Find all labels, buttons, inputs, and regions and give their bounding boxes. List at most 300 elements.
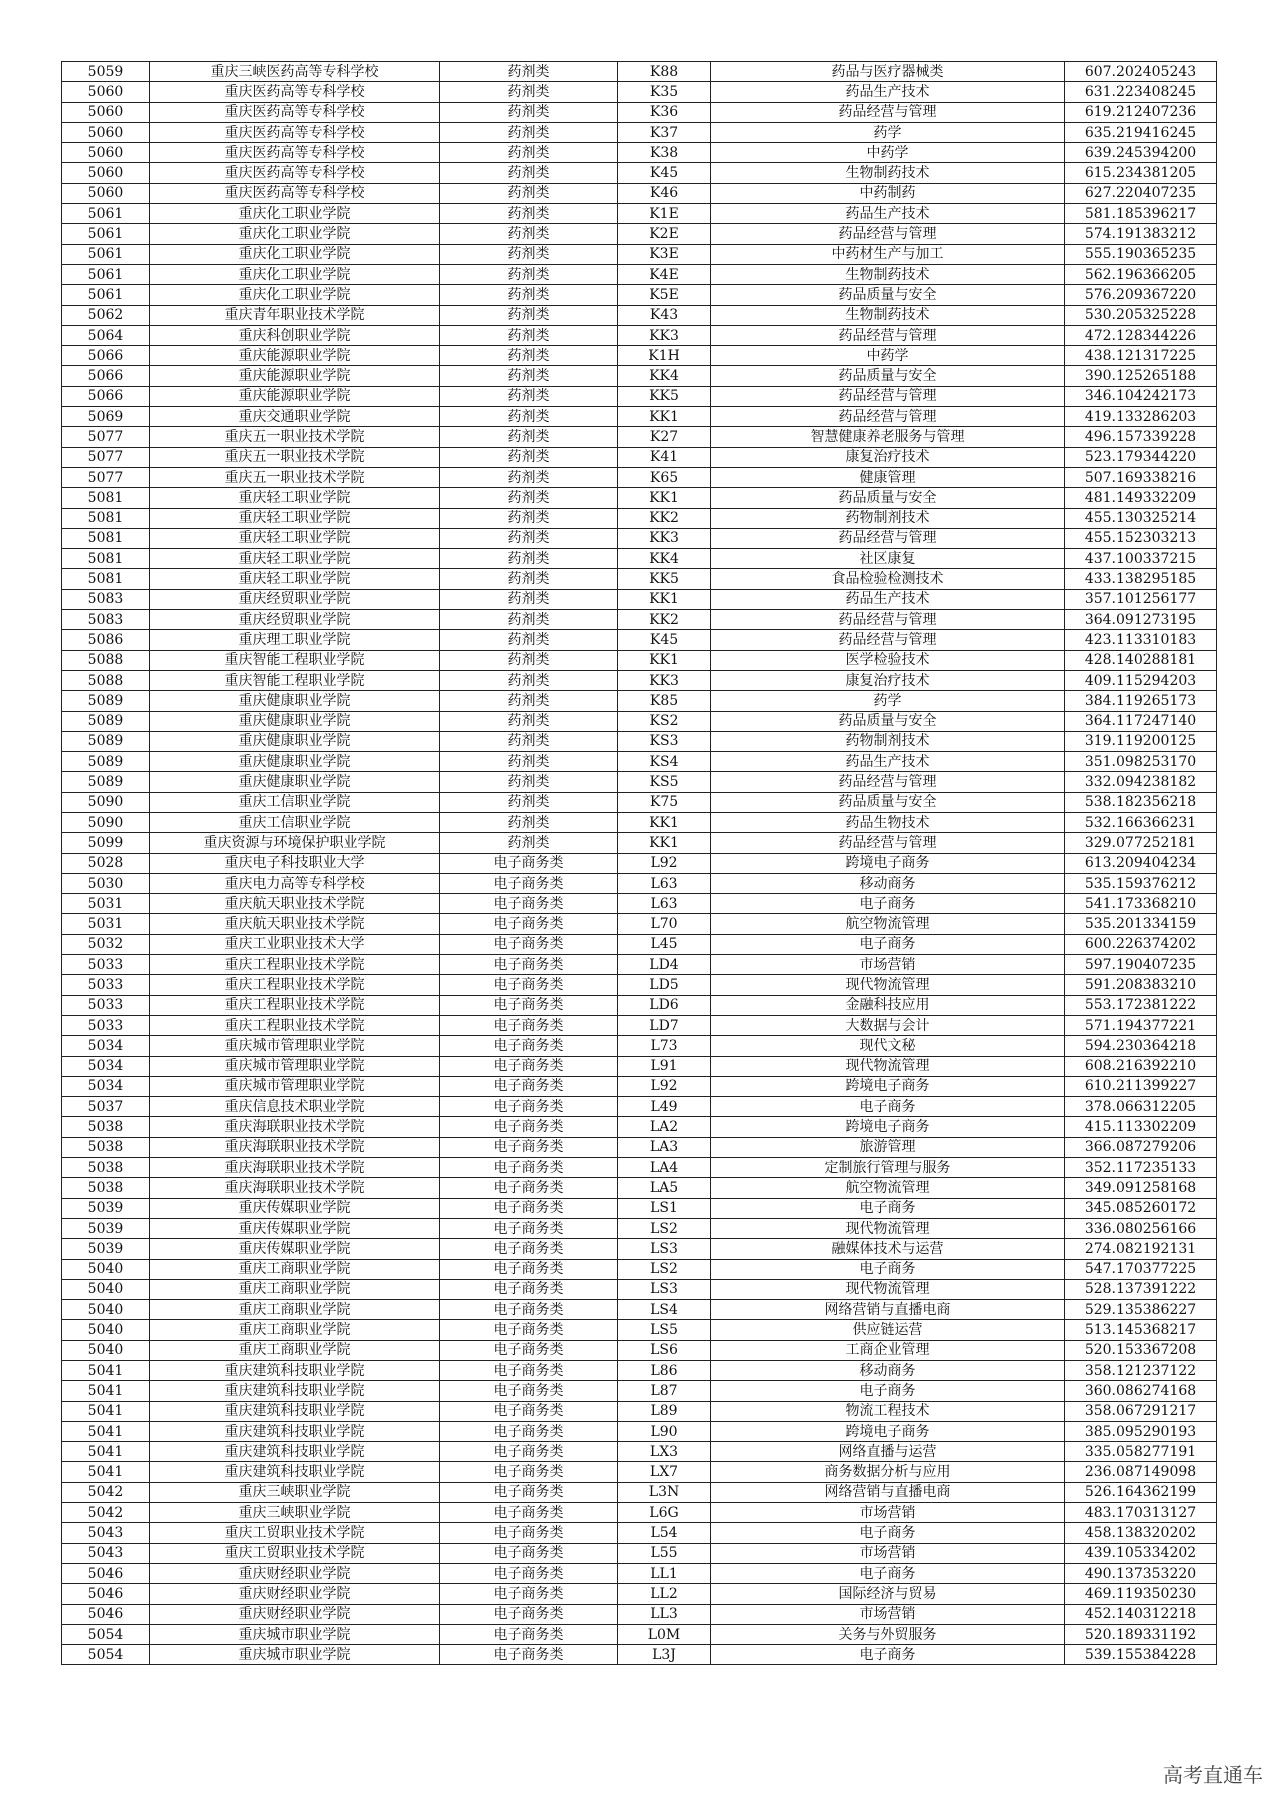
score-cell: 576.209367220 [1065,285,1217,305]
table-row [62,244,1217,264]
school-code-cell: 5034 [62,1076,150,1096]
table-row [62,752,1217,772]
category-cell: 电子商务类 [440,1340,618,1360]
school-code-cell: 5040 [62,1300,150,1320]
major-code-cell: KK1 [618,407,711,427]
major-code-cell: KK1 [618,488,711,508]
major-code-cell: LD6 [618,995,711,1015]
school-name-cell: 重庆五一职业技术学院 [150,447,440,467]
major-code-cell: K36 [618,102,711,122]
school-code-cell: 5060 [62,102,150,122]
table-row [62,102,1217,122]
major-code-cell: LD7 [618,1015,711,1035]
table-row [62,1645,1217,1665]
score-cell: 594.230364218 [1065,1036,1217,1056]
school-code-cell: 5046 [62,1584,150,1604]
score-cell: 507.169338216 [1065,467,1217,487]
school-name-cell: 重庆经贸职业学院 [150,589,440,609]
score-cell: 615.234381205 [1065,163,1217,183]
category-cell: 药剂类 [440,122,618,142]
score-cell: 458.138320202 [1065,1523,1217,1543]
major-code-cell: KK5 [618,569,711,589]
score-cell: 539.155384228 [1065,1645,1217,1665]
major-name-cell: 药品生产技术 [711,752,1065,772]
major-code-cell: K88 [618,62,711,82]
major-name-cell: 现代文秘 [711,1036,1065,1056]
table-row [62,650,1217,670]
score-cell: 319.119200125 [1065,731,1217,751]
school-code-cell: 5083 [62,610,150,630]
table-row [62,1503,1217,1523]
table-row [62,934,1217,954]
school-name-cell: 重庆航天职业技术学院 [150,914,440,934]
category-cell: 电子商务类 [440,1442,618,1462]
school-name-cell: 重庆工商职业学院 [150,1320,440,1340]
major-code-cell: L0M [618,1624,711,1644]
school-name-cell: 重庆电子科技职业大学 [150,853,440,873]
category-cell: 药剂类 [440,731,618,751]
table-row [62,204,1217,224]
major-name-cell: 市场营销 [711,1503,1065,1523]
school-name-cell: 重庆智能工程职业学院 [150,650,440,670]
category-cell: 电子商务类 [440,1462,618,1482]
score-cell: 535.201334159 [1065,914,1217,934]
score-cell: 384.119265173 [1065,691,1217,711]
category-cell: 药剂类 [440,467,618,487]
category-cell: 药剂类 [440,549,618,569]
school-code-cell: 5089 [62,752,150,772]
school-code-cell: 5061 [62,264,150,284]
score-cell: 455.152303213 [1065,528,1217,548]
table-row [62,610,1217,630]
major-name-cell: 电子商务 [711,1523,1065,1543]
category-cell: 药剂类 [440,650,618,670]
table-row [62,447,1217,467]
school-code-cell: 5038 [62,1158,150,1178]
school-name-cell: 重庆健康职业学院 [150,691,440,711]
category-cell: 药剂类 [440,82,618,102]
school-code-cell: 5089 [62,731,150,751]
school-code-cell: 5061 [62,204,150,224]
major-code-cell: L54 [618,1523,711,1543]
category-cell: 药剂类 [440,610,618,630]
major-code-cell: KK3 [618,528,711,548]
score-cell: 335.058277191 [1065,1442,1217,1462]
school-code-cell: 5086 [62,630,150,650]
score-cell: 574.191383212 [1065,224,1217,244]
major-name-cell: 电子商务 [711,934,1065,954]
category-cell: 电子商务类 [440,1320,618,1340]
major-code-cell: LX7 [618,1462,711,1482]
major-code-cell: L49 [618,1097,711,1117]
school-name-cell: 重庆青年职业技术学院 [150,305,440,325]
major-code-cell: K75 [618,792,711,812]
score-cell: 472.128344226 [1065,325,1217,345]
school-name-cell: 重庆建筑科技职业学院 [150,1421,440,1441]
score-cell: 423.113310183 [1065,630,1217,650]
score-cell: 438.121317225 [1065,346,1217,366]
table-row [62,1239,1217,1259]
category-cell: 电子商务类 [440,914,618,934]
score-cell: 631.223408245 [1065,82,1217,102]
school-code-cell: 5061 [62,224,150,244]
category-cell: 电子商务类 [440,955,618,975]
table-row [62,1259,1217,1279]
major-name-cell: 现代物流管理 [711,1056,1065,1076]
table-row [62,1218,1217,1238]
category-cell: 药剂类 [440,711,618,731]
school-code-cell: 5046 [62,1604,150,1624]
school-code-cell: 5040 [62,1259,150,1279]
major-name-cell: 社区康复 [711,549,1065,569]
score-cell: 538.182356218 [1065,792,1217,812]
category-cell: 药剂类 [440,589,618,609]
major-code-cell: KK4 [618,549,711,569]
table-row [62,386,1217,406]
table-row [62,1340,1217,1360]
score-cell: 520.153367208 [1065,1340,1217,1360]
school-code-cell: 5040 [62,1320,150,1340]
score-cell: 496.157339228 [1065,427,1217,447]
school-name-cell: 重庆建筑科技职业学院 [150,1401,440,1421]
major-name-cell: 电子商务 [711,1259,1065,1279]
school-name-cell: 重庆理工职业学院 [150,630,440,650]
category-cell: 电子商务类 [440,1584,618,1604]
major-code-cell: KK2 [618,610,711,630]
major-name-cell: 药品经营与管理 [711,102,1065,122]
category-cell: 电子商务类 [440,1523,618,1543]
school-name-cell: 重庆医药高等专科学校 [150,122,440,142]
school-name-cell: 重庆工信职业学院 [150,812,440,832]
score-cell: 433.138295185 [1065,569,1217,589]
major-name-cell: 药品生产技术 [711,589,1065,609]
category-cell: 药剂类 [440,264,618,284]
table-row [62,914,1217,934]
major-code-cell: L55 [618,1543,711,1563]
table-row [62,812,1217,832]
category-cell: 电子商务类 [440,1239,618,1259]
table-row [62,1300,1217,1320]
school-name-cell: 重庆城市管理职业学院 [150,1036,440,1056]
major-name-cell: 药学 [711,691,1065,711]
major-name-cell: 药学 [711,122,1065,142]
major-code-cell: K65 [618,467,711,487]
score-cell: 366.087279206 [1065,1137,1217,1157]
table-row [62,528,1217,548]
score-cell: 513.145368217 [1065,1320,1217,1340]
table-row [62,975,1217,995]
school-code-cell: 5041 [62,1361,150,1381]
table-row [62,264,1217,284]
school-code-cell: 5089 [62,691,150,711]
major-code-cell: LS2 [618,1218,711,1238]
table-row [62,366,1217,386]
school-code-cell: 5081 [62,549,150,569]
major-code-cell: K85 [618,691,711,711]
watermark: 高考直通车 [1163,1763,1263,1787]
school-code-cell: 5089 [62,711,150,731]
major-code-cell: KK1 [618,650,711,670]
school-code-cell: 5081 [62,569,150,589]
school-name-cell: 重庆轻工职业学院 [150,528,440,548]
school-name-cell: 重庆化工职业学院 [150,244,440,264]
table-row [62,995,1217,1015]
category-cell: 电子商务类 [440,1056,618,1076]
table-row [62,731,1217,751]
school-name-cell: 重庆交通职业学院 [150,407,440,427]
score-cell: 345.085260172 [1065,1198,1217,1218]
major-name-cell: 工商企业管理 [711,1340,1065,1360]
major-code-cell: KK1 [618,589,711,609]
major-code-cell: L6G [618,1503,711,1523]
category-cell: 药剂类 [440,325,618,345]
school-code-cell: 5038 [62,1117,150,1137]
major-code-cell: LD5 [618,975,711,995]
category-cell: 电子商务类 [440,1401,618,1421]
major-code-cell: L90 [618,1421,711,1441]
major-code-cell: K1H [618,346,711,366]
major-name-cell: 生物制药技术 [711,163,1065,183]
major-name-cell: 药品质量与安全 [711,792,1065,812]
major-code-cell: L92 [618,1076,711,1096]
score-cell: 555.190365235 [1065,244,1217,264]
score-cell: 481.149332209 [1065,488,1217,508]
major-code-cell: LL1 [618,1563,711,1583]
major-name-cell: 电子商务 [711,1381,1065,1401]
school-code-cell: 5088 [62,670,150,690]
major-name-cell: 药品经营与管理 [711,407,1065,427]
school-name-cell: 重庆五一职业技术学院 [150,467,440,487]
major-name-cell: 康复治疗技术 [711,670,1065,690]
school-code-cell: 5046 [62,1563,150,1583]
school-code-cell: 5060 [62,163,150,183]
school-name-cell: 重庆医药高等专科学校 [150,102,440,122]
school-code-cell: 5060 [62,122,150,142]
major-code-cell: K3E [618,244,711,264]
major-code-cell: KS2 [618,711,711,731]
school-name-cell: 重庆化工职业学院 [150,224,440,244]
category-cell: 药剂类 [440,812,618,832]
school-name-cell: 重庆资源与环境保护职业学院 [150,833,440,853]
school-name-cell: 重庆化工职业学院 [150,204,440,224]
table-row [62,955,1217,975]
major-code-cell: LS6 [618,1340,711,1360]
score-cell: 526.164362199 [1065,1482,1217,1502]
major-name-cell: 药品经营与管理 [711,772,1065,792]
school-name-cell: 重庆经贸职业学院 [150,610,440,630]
major-code-cell: LS3 [618,1279,711,1299]
table-row [62,792,1217,812]
school-code-cell: 5069 [62,407,150,427]
major-name-cell: 市场营销 [711,1604,1065,1624]
school-name-cell: 重庆工贸职业技术学院 [150,1523,440,1543]
score-cell: 455.130325214 [1065,508,1217,528]
table-row [62,1137,1217,1157]
major-name-cell: 金融科技应用 [711,995,1065,1015]
school-code-cell: 5081 [62,508,150,528]
school-name-cell: 重庆建筑科技职业学院 [150,1462,440,1482]
school-code-cell: 5038 [62,1178,150,1198]
category-cell: 药剂类 [440,772,618,792]
table-row [62,488,1217,508]
school-name-cell: 重庆轻工职业学院 [150,549,440,569]
category-cell: 药剂类 [440,204,618,224]
major-name-cell: 跨境电子商务 [711,1076,1065,1096]
score-cell: 591.208383210 [1065,975,1217,995]
table-row [62,549,1217,569]
category-cell: 药剂类 [440,427,618,447]
school-name-cell: 重庆信息技术职业学院 [150,1097,440,1117]
score-cell: 419.133286203 [1065,407,1217,427]
school-name-cell: 重庆医药高等专科学校 [150,82,440,102]
major-code-cell: L3N [618,1482,711,1502]
table-row [62,1442,1217,1462]
category-cell: 药剂类 [440,670,618,690]
school-name-cell: 重庆海联职业技术学院 [150,1137,440,1157]
major-code-cell: K46 [618,183,711,203]
score-cell: 364.117247140 [1065,711,1217,731]
major-name-cell: 融媒体技术与运营 [711,1239,1065,1259]
table-row [62,630,1217,650]
score-cell: 610.211399227 [1065,1076,1217,1096]
major-code-cell: K43 [618,305,711,325]
school-code-cell: 5081 [62,488,150,508]
score-cell: 608.216392210 [1065,1056,1217,1076]
school-name-cell: 重庆城市职业学院 [150,1645,440,1665]
table-row [62,325,1217,345]
major-code-cell: LA3 [618,1137,711,1157]
table-row [62,163,1217,183]
major-code-cell: KK5 [618,386,711,406]
school-code-cell: 5033 [62,1015,150,1035]
category-cell: 电子商务类 [440,873,618,893]
category-cell: 药剂类 [440,366,618,386]
school-name-cell: 重庆传媒职业学院 [150,1198,440,1218]
major-name-cell: 市场营销 [711,955,1065,975]
school-code-cell: 5054 [62,1624,150,1644]
score-cell: 439.105334202 [1065,1543,1217,1563]
major-code-cell: K45 [618,163,711,183]
major-name-cell: 康复治疗技术 [711,447,1065,467]
major-name-cell: 药品质量与安全 [711,488,1065,508]
category-cell: 电子商务类 [440,1503,618,1523]
table-row [62,1421,1217,1441]
major-name-cell: 移动商务 [711,873,1065,893]
score-cell: 346.104242173 [1065,386,1217,406]
school-name-cell: 重庆健康职业学院 [150,711,440,731]
major-code-cell: LS4 [618,1300,711,1320]
score-cell: 437.100337215 [1065,549,1217,569]
major-name-cell: 关务与外贸服务 [711,1624,1065,1644]
school-name-cell: 重庆健康职业学院 [150,752,440,772]
school-name-cell: 重庆财经职业学院 [150,1563,440,1583]
category-cell: 电子商务类 [440,1158,618,1178]
major-name-cell: 现代物流管理 [711,1218,1065,1238]
score-cell: 452.140312218 [1065,1604,1217,1624]
major-code-cell: LA2 [618,1117,711,1137]
major-code-cell: L3J [618,1645,711,1665]
major-code-cell: KK2 [618,508,711,528]
school-name-cell: 重庆三峡医药高等专科学校 [150,62,440,82]
category-cell: 药剂类 [440,305,618,325]
school-code-cell: 5083 [62,589,150,609]
major-code-cell: L92 [618,853,711,873]
category-cell: 电子商务类 [440,1645,618,1665]
table-row [62,894,1217,914]
school-code-cell: 5066 [62,366,150,386]
major-name-cell: 生物制药技术 [711,305,1065,325]
table-row [62,224,1217,244]
major-name-cell: 市场营销 [711,1543,1065,1563]
school-code-cell: 5040 [62,1279,150,1299]
major-name-cell: 旅游管理 [711,1137,1065,1157]
major-code-cell: K35 [618,82,711,102]
major-code-cell: L91 [618,1056,711,1076]
score-cell: 358.067291217 [1065,1401,1217,1421]
category-cell: 电子商务类 [440,853,618,873]
score-cell: 600.226374202 [1065,934,1217,954]
major-code-cell: LA5 [618,1178,711,1198]
category-cell: 药剂类 [440,163,618,183]
major-code-cell: KK3 [618,325,711,345]
category-cell: 电子商务类 [440,1015,618,1035]
school-code-cell: 5077 [62,427,150,447]
table-row [62,407,1217,427]
major-code-cell: LA4 [618,1158,711,1178]
major-code-cell: L63 [618,894,711,914]
school-name-cell: 重庆海联职业技术学院 [150,1158,440,1178]
school-code-cell: 5043 [62,1523,150,1543]
category-cell: 电子商务类 [440,1482,618,1502]
score-cell: 364.091273195 [1065,610,1217,630]
major-name-cell: 药品与医疗器械类 [711,62,1065,82]
category-cell: 电子商务类 [440,894,618,914]
category-cell: 药剂类 [440,62,618,82]
school-code-cell: 5059 [62,62,150,82]
major-name-cell: 中药制药 [711,183,1065,203]
school-name-cell: 重庆城市职业学院 [150,1624,440,1644]
score-cell: 607.202405243 [1065,62,1217,82]
school-name-cell: 重庆工商职业学院 [150,1259,440,1279]
major-name-cell: 航空物流管理 [711,1178,1065,1198]
table-row [62,143,1217,163]
major-code-cell: KK3 [618,670,711,690]
table-row [62,1320,1217,1340]
category-cell: 药剂类 [440,528,618,548]
category-cell: 电子商务类 [440,1361,618,1381]
school-code-cell: 5030 [62,873,150,893]
school-name-cell: 重庆工程职业技术学院 [150,1015,440,1035]
major-name-cell: 跨境电子商务 [711,853,1065,873]
school-name-cell: 重庆工程职业技术学院 [150,995,440,1015]
table-row [62,569,1217,589]
major-name-cell: 电子商务 [711,1563,1065,1583]
score-cell: 547.170377225 [1065,1259,1217,1279]
school-name-cell: 重庆健康职业学院 [150,772,440,792]
school-code-cell: 5034 [62,1036,150,1056]
major-code-cell: L87 [618,1381,711,1401]
major-code-cell: K41 [618,447,711,467]
table-body [62,62,1217,1665]
school-name-cell: 重庆海联职业技术学院 [150,1117,440,1137]
table-row [62,1523,1217,1543]
category-cell: 药剂类 [440,792,618,812]
category-cell: 电子商务类 [440,995,618,1015]
category-cell: 电子商务类 [440,1381,618,1401]
table-row [62,305,1217,325]
school-name-cell: 重庆轻工职业学院 [150,488,440,508]
school-code-cell: 5041 [62,1381,150,1401]
